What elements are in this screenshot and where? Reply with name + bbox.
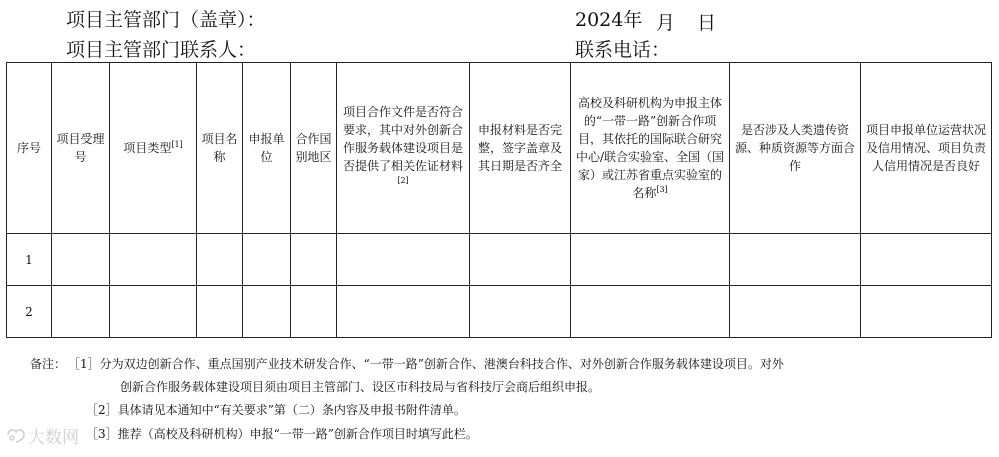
cell-research-center[interactable] [571, 286, 730, 338]
cell-cooperation-documents[interactable] [337, 286, 470, 338]
row-number: 2 [7, 286, 52, 338]
cell-genetic-resources[interactable] [730, 286, 861, 338]
cell-credit-status[interactable] [861, 234, 992, 286]
cell-materials-complete[interactable] [470, 234, 571, 286]
column-header-acceptance-number: 项目受理号 [52, 63, 110, 234]
row-number: 1 [7, 234, 52, 286]
footnote-ref-2: [2] [397, 176, 409, 185]
column-header-cooperation-country: 合作国别地区 [291, 63, 337, 234]
cell-project-type[interactable] [110, 286, 197, 338]
cell-project-type[interactable] [110, 234, 197, 286]
month-label: 月 [656, 12, 676, 34]
cell-research-center[interactable] [571, 234, 730, 286]
column-header-materials-complete: 申报材料是否完整，签字盖章及其日期是否齐全 [470, 63, 571, 234]
cell-genetic-resources[interactable] [730, 234, 861, 286]
cell-project-name[interactable] [197, 234, 243, 286]
column-header-project-name: 项目名称 [197, 63, 243, 234]
watermark-text: 大数网 [28, 428, 79, 448]
contact-phone-label: 联系电话： [575, 39, 671, 61]
note-2-text: ［2］具体请见本通知中“有关要求”第（二）条内容及申报书附件清单。 [86, 403, 466, 417]
notes-prefix: 备注： [30, 357, 67, 371]
cell-cooperation-country[interactable] [291, 234, 337, 286]
footnote-ref-1: [1] [171, 140, 183, 149]
column-header-project-type: 项目类型[1] [110, 63, 197, 234]
watermark-logo-icon [6, 426, 28, 451]
cell-acceptance-number[interactable] [52, 286, 110, 338]
department-contact-label: 项目主管部门联系人： [66, 39, 257, 61]
cell-acceptance-number[interactable] [52, 234, 110, 286]
note-3-text: ［3］推荐（高校及科研机构）申报“一带一路”创新合作项目时填写此栏。 [86, 427, 478, 441]
column-header-credit-status: 项目申报单位运营状况及信用情况、项目负责人信用情况是否良好 [861, 63, 992, 234]
column-header-cooperation-documents: 项目合作文件是否符合要求，其中对外创新合作服务载体建设项目是否提供了相关佐证材料[2] [337, 63, 470, 234]
year-label: 2024年 [575, 9, 643, 31]
column-header-applicant: 申报单位 [243, 63, 291, 234]
cell-credit-status[interactable] [861, 286, 992, 338]
department-seal-label: 项目主管部门（盖章）： [66, 9, 266, 31]
cell-applicant[interactable] [243, 234, 291, 286]
note-1-marker: ［1］ [74, 357, 100, 371]
note-1-continuation: 创新合作服务载体建设项目须由项目主管部门、设区市科技局与省科技厅会商后组织申报。 [120, 380, 601, 394]
note-1-text: 分为双边创新合作、重点国别产业技术研发合作、“一带一路”创新合作、港澳台科技合作、对外创新合作服务载体建设项目。对外 [99, 357, 784, 371]
cell-project-name[interactable] [197, 286, 243, 338]
table-row [7, 234, 992, 286]
watermark [6, 426, 156, 450]
cell-materials-complete[interactable] [470, 286, 571, 338]
column-header-research-center: 高校及科研机构为申报主体的“一带一路”创新合作项目，其依托的国际联合研究中心/联合实验室、全国（国家）或江苏省重点实验室的名称[3] [571, 63, 730, 234]
day-label: 日 [697, 12, 717, 34]
cell-cooperation-documents[interactable] [337, 234, 470, 286]
table-row [7, 286, 992, 338]
column-header-genetic-resources: 是否涉及人类遗传资源、种质资源等方面合作 [730, 63, 861, 234]
column-header-serial: 序号 [7, 63, 52, 234]
cell-applicant[interactable] [243, 286, 291, 338]
cell-cooperation-country[interactable] [291, 286, 337, 338]
footnote-ref-3: [3] [656, 185, 668, 194]
table-header-row [7, 63, 992, 234]
project-review-table [6, 62, 992, 338]
